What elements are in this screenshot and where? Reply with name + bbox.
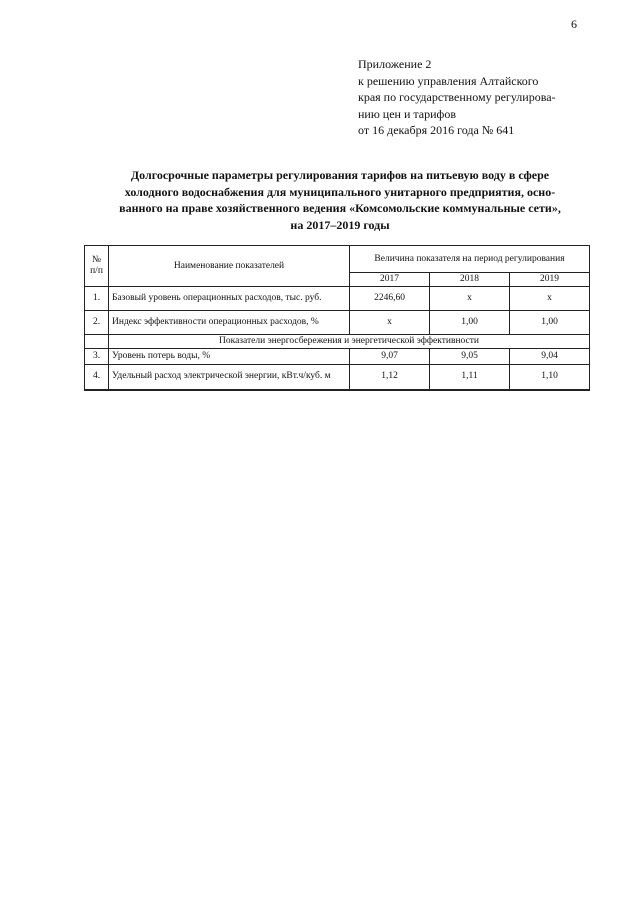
appendix-line: края по государственному регулирова- xyxy=(358,90,556,104)
title-line: холодного водоснабжения для муниципального унитарного предприятия, осно- xyxy=(124,184,556,199)
row-value: x xyxy=(350,311,430,335)
title-line: ванного на праве хозяйственного ведения «Комсомольские коммунальные сети», xyxy=(119,201,561,215)
appendix-block xyxy=(358,56,608,139)
row-number: 4. xyxy=(85,365,109,390)
row-value: 1,12 xyxy=(350,365,430,390)
appendix-line: от 16 декабря 2016 года № 641 xyxy=(358,123,515,137)
row-value: x xyxy=(510,287,590,311)
row-value: 1,10 xyxy=(510,365,590,390)
header-year-2018: 2018 xyxy=(430,273,510,287)
row-number: 3. xyxy=(85,349,109,365)
appendix-line: нию цен и тарифов xyxy=(358,106,456,121)
title-line: на 2017–2019 годы xyxy=(290,217,390,232)
row-value: 1,00 xyxy=(430,311,510,335)
table-row xyxy=(85,311,590,335)
row-number: 2. xyxy=(85,311,109,335)
document-title xyxy=(80,167,600,233)
row-value: 1,00 xyxy=(510,311,590,335)
table-row xyxy=(85,287,590,311)
appendix-line: к решению управления Алтайского xyxy=(358,73,539,88)
header-value-group: Величина показателя на период регулирования xyxy=(350,246,590,273)
section-number-cell xyxy=(85,335,109,349)
parameters-table xyxy=(84,245,590,391)
row-name: Удельный расход электрической энергии, кВт.ч/куб. м xyxy=(109,365,350,390)
table-row xyxy=(85,365,590,390)
row-name: Базовый уровень операционных расходов, тыс. руб. xyxy=(109,287,350,311)
section-row xyxy=(85,335,590,349)
header-number: № п/п xyxy=(85,246,109,287)
row-value: 2246,60 xyxy=(350,287,430,311)
header-year-2019: 2019 xyxy=(510,273,590,287)
appendix-line: Приложение 2 xyxy=(358,57,432,71)
title-line: Долгосрочные параметры регулирования тарифов на питьевую воду в сфере xyxy=(130,168,550,182)
row-value: 9,07 xyxy=(350,349,430,365)
row-value: 9,04 xyxy=(510,349,590,365)
header-year-2017: 2017 xyxy=(350,273,430,287)
row-value: x xyxy=(430,287,510,311)
section-heading: Показатели энергосбережения и энергетической эффективности xyxy=(109,335,590,349)
page-number: 6 xyxy=(571,17,577,31)
row-value: 9,05 xyxy=(430,349,510,365)
row-name: Индекс эффективности операционных расходов, % xyxy=(109,311,350,335)
header-name: Наименование показателей xyxy=(109,246,350,287)
row-name: Уровень потерь воды, % xyxy=(109,349,350,365)
table-row xyxy=(85,349,590,365)
row-number: 1. xyxy=(85,287,109,311)
row-value: 1,11 xyxy=(430,365,510,390)
